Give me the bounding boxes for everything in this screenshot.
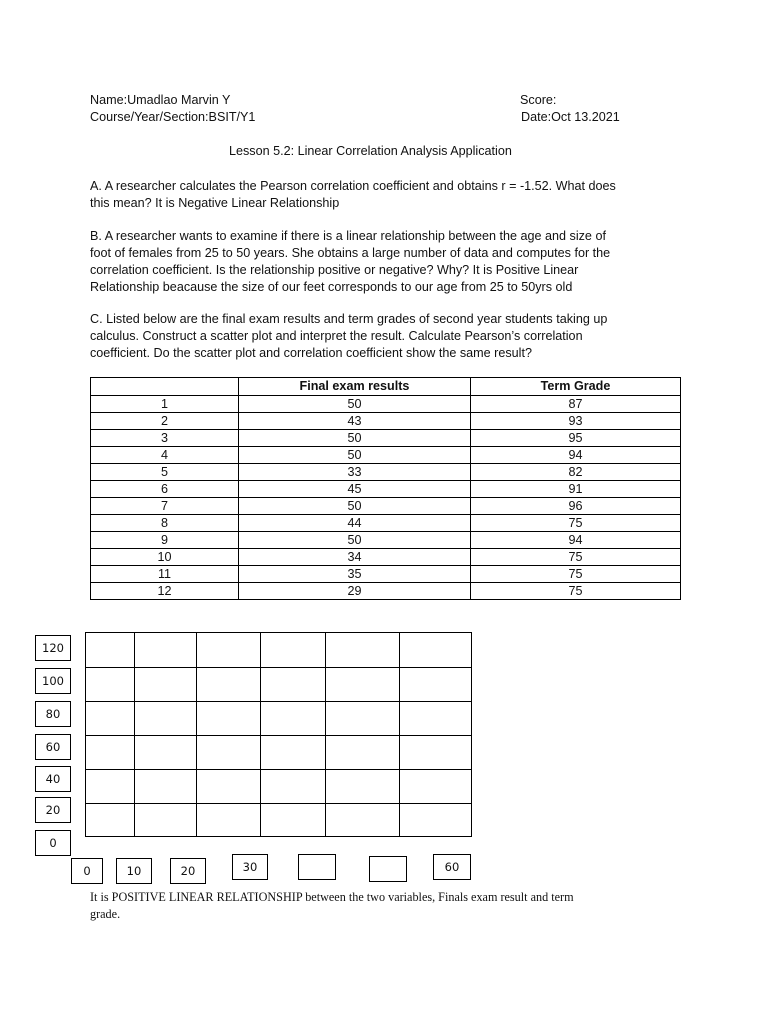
term-grade-cell: 95 xyxy=(471,430,681,447)
grid-line xyxy=(86,836,472,837)
term-grade-cell: 93 xyxy=(471,413,681,430)
grid-line xyxy=(86,769,472,770)
y-axis-label-box: 20 xyxy=(35,797,71,823)
final-exam-cell: 35 xyxy=(239,566,471,583)
row-number-cell: 11 xyxy=(91,566,239,583)
row-number-cell: 4 xyxy=(91,447,239,464)
question-b-line: correlation coefficient. Is the relationship positive or negative? Why? It is Positive Linear xyxy=(90,263,579,277)
y-axis-label-box: 60 xyxy=(35,734,71,760)
table-row xyxy=(91,498,681,515)
x-axis-label-box: 0 xyxy=(71,858,103,884)
grid-line xyxy=(86,735,472,736)
question-c-line: C. Listed below are the final exam results and term grades of second year students taking up xyxy=(90,312,608,326)
x-axis-label-box: 30 xyxy=(232,854,268,880)
course-year-section: Course/Year/Section:BSIT/Y1 xyxy=(90,110,256,124)
grid-line xyxy=(86,701,472,702)
final-exam-cell: 33 xyxy=(239,464,471,481)
final-exam-cell: 50 xyxy=(239,447,471,464)
x-axis-label-box: 60 xyxy=(433,854,471,880)
grid-line xyxy=(86,667,472,668)
term-grade-cell: 91 xyxy=(471,481,681,498)
scatter-plot-grid xyxy=(85,632,472,837)
table-row xyxy=(91,515,681,532)
table-row xyxy=(91,481,681,498)
final-exam-cell: 50 xyxy=(239,396,471,413)
final-exam-cell: 44 xyxy=(239,515,471,532)
term-grade-cell: 75 xyxy=(471,549,681,566)
row-number-cell: 1 xyxy=(91,396,239,413)
term-grade-cell: 82 xyxy=(471,464,681,481)
term-grade-cell: 87 xyxy=(471,396,681,413)
question-c xyxy=(90,311,690,362)
table-row xyxy=(91,447,681,464)
row-number-cell: 10 xyxy=(91,549,239,566)
row-number-cell: 6 xyxy=(91,481,239,498)
question-a-line: this mean? It is Negative Linear Relationship xyxy=(90,196,340,210)
row-number-cell: 3 xyxy=(91,430,239,447)
column-header: Final exam results xyxy=(239,378,471,396)
table-row xyxy=(91,396,681,413)
x-axis-label-box-empty xyxy=(298,854,336,880)
lesson-title: Lesson 5.2: Linear Correlation Analysis Application xyxy=(229,144,512,158)
final-exam-cell: 50 xyxy=(239,498,471,515)
table-row xyxy=(91,583,681,600)
term-grade-cell: 75 xyxy=(471,583,681,600)
conclusion-line: grade. xyxy=(90,907,121,921)
x-axis-label-box: 10 xyxy=(116,858,152,884)
conclusion-line: It is POSITIVE LINEAR RELATIONSHIP between the two variables, Finals exam result and term xyxy=(90,890,574,904)
row-number-cell: 5 xyxy=(91,464,239,481)
term-grade-cell: 94 xyxy=(471,447,681,464)
row-number-cell: 7 xyxy=(91,498,239,515)
exam-grades-table xyxy=(90,377,681,600)
term-grade-cell: 75 xyxy=(471,515,681,532)
x-axis-label-box: 20 xyxy=(170,858,206,884)
question-b-line: B. A researcher wants to examine if there is a linear relationship between the age and size of xyxy=(90,229,606,243)
term-grade-cell: 94 xyxy=(471,532,681,549)
conclusion-text xyxy=(90,889,670,923)
question-b xyxy=(90,228,690,296)
row-number-cell: 2 xyxy=(91,413,239,430)
question-a-line: A. A researcher calculates the Pearson correlation coefficient and obtains r = -1.52. What does xyxy=(90,179,616,193)
question-a xyxy=(90,178,690,212)
table-header-row xyxy=(91,378,681,396)
final-exam-cell: 50 xyxy=(239,430,471,447)
y-axis-label-box: 100 xyxy=(35,668,71,694)
table-row xyxy=(91,566,681,583)
table-row xyxy=(91,430,681,447)
table-row xyxy=(91,464,681,481)
row-number-cell: 9 xyxy=(91,532,239,549)
question-c-line: calculus. Construct a scatter plot and interpret the result. Calculate Pearson’s correlation xyxy=(90,329,583,343)
row-number-cell: 8 xyxy=(91,515,239,532)
question-b-line: Relationship beacause the size of our feet corresponds to our age from 25 to 50yrs old xyxy=(90,280,573,294)
row-number-cell: 12 xyxy=(91,583,239,600)
final-exam-cell: 43 xyxy=(239,413,471,430)
y-axis-label-box: 120 xyxy=(35,635,71,661)
y-axis-label-box: 0 xyxy=(35,830,71,856)
x-axis-label-box-empty xyxy=(369,856,407,882)
grid-line xyxy=(86,803,472,804)
term-grade-cell: 75 xyxy=(471,566,681,583)
final-exam-cell: 50 xyxy=(239,532,471,549)
question-b-line: foot of females from 25 to 50 years. She obtains a large number of data and computes for the xyxy=(90,246,611,260)
final-exam-cell: 45 xyxy=(239,481,471,498)
table-row xyxy=(91,549,681,566)
score-label: Score: xyxy=(520,93,557,107)
term-grade-cell: 96 xyxy=(471,498,681,515)
final-exam-cell: 34 xyxy=(239,549,471,566)
question-c-line: coefficient. Do the scatter plot and correlation coefficient show the same result? xyxy=(90,346,532,360)
table-row xyxy=(91,413,681,430)
final-exam-cell: 29 xyxy=(239,583,471,600)
date-label: Date:Oct 13.2021 xyxy=(521,110,620,124)
table-row xyxy=(91,532,681,549)
student-name: Name:Umadlao Marvin Y xyxy=(90,93,231,107)
column-header xyxy=(91,378,239,396)
y-axis-label-box: 80 xyxy=(35,701,71,727)
y-axis-label-box: 40 xyxy=(35,766,71,792)
column-header: Term Grade xyxy=(471,378,681,396)
